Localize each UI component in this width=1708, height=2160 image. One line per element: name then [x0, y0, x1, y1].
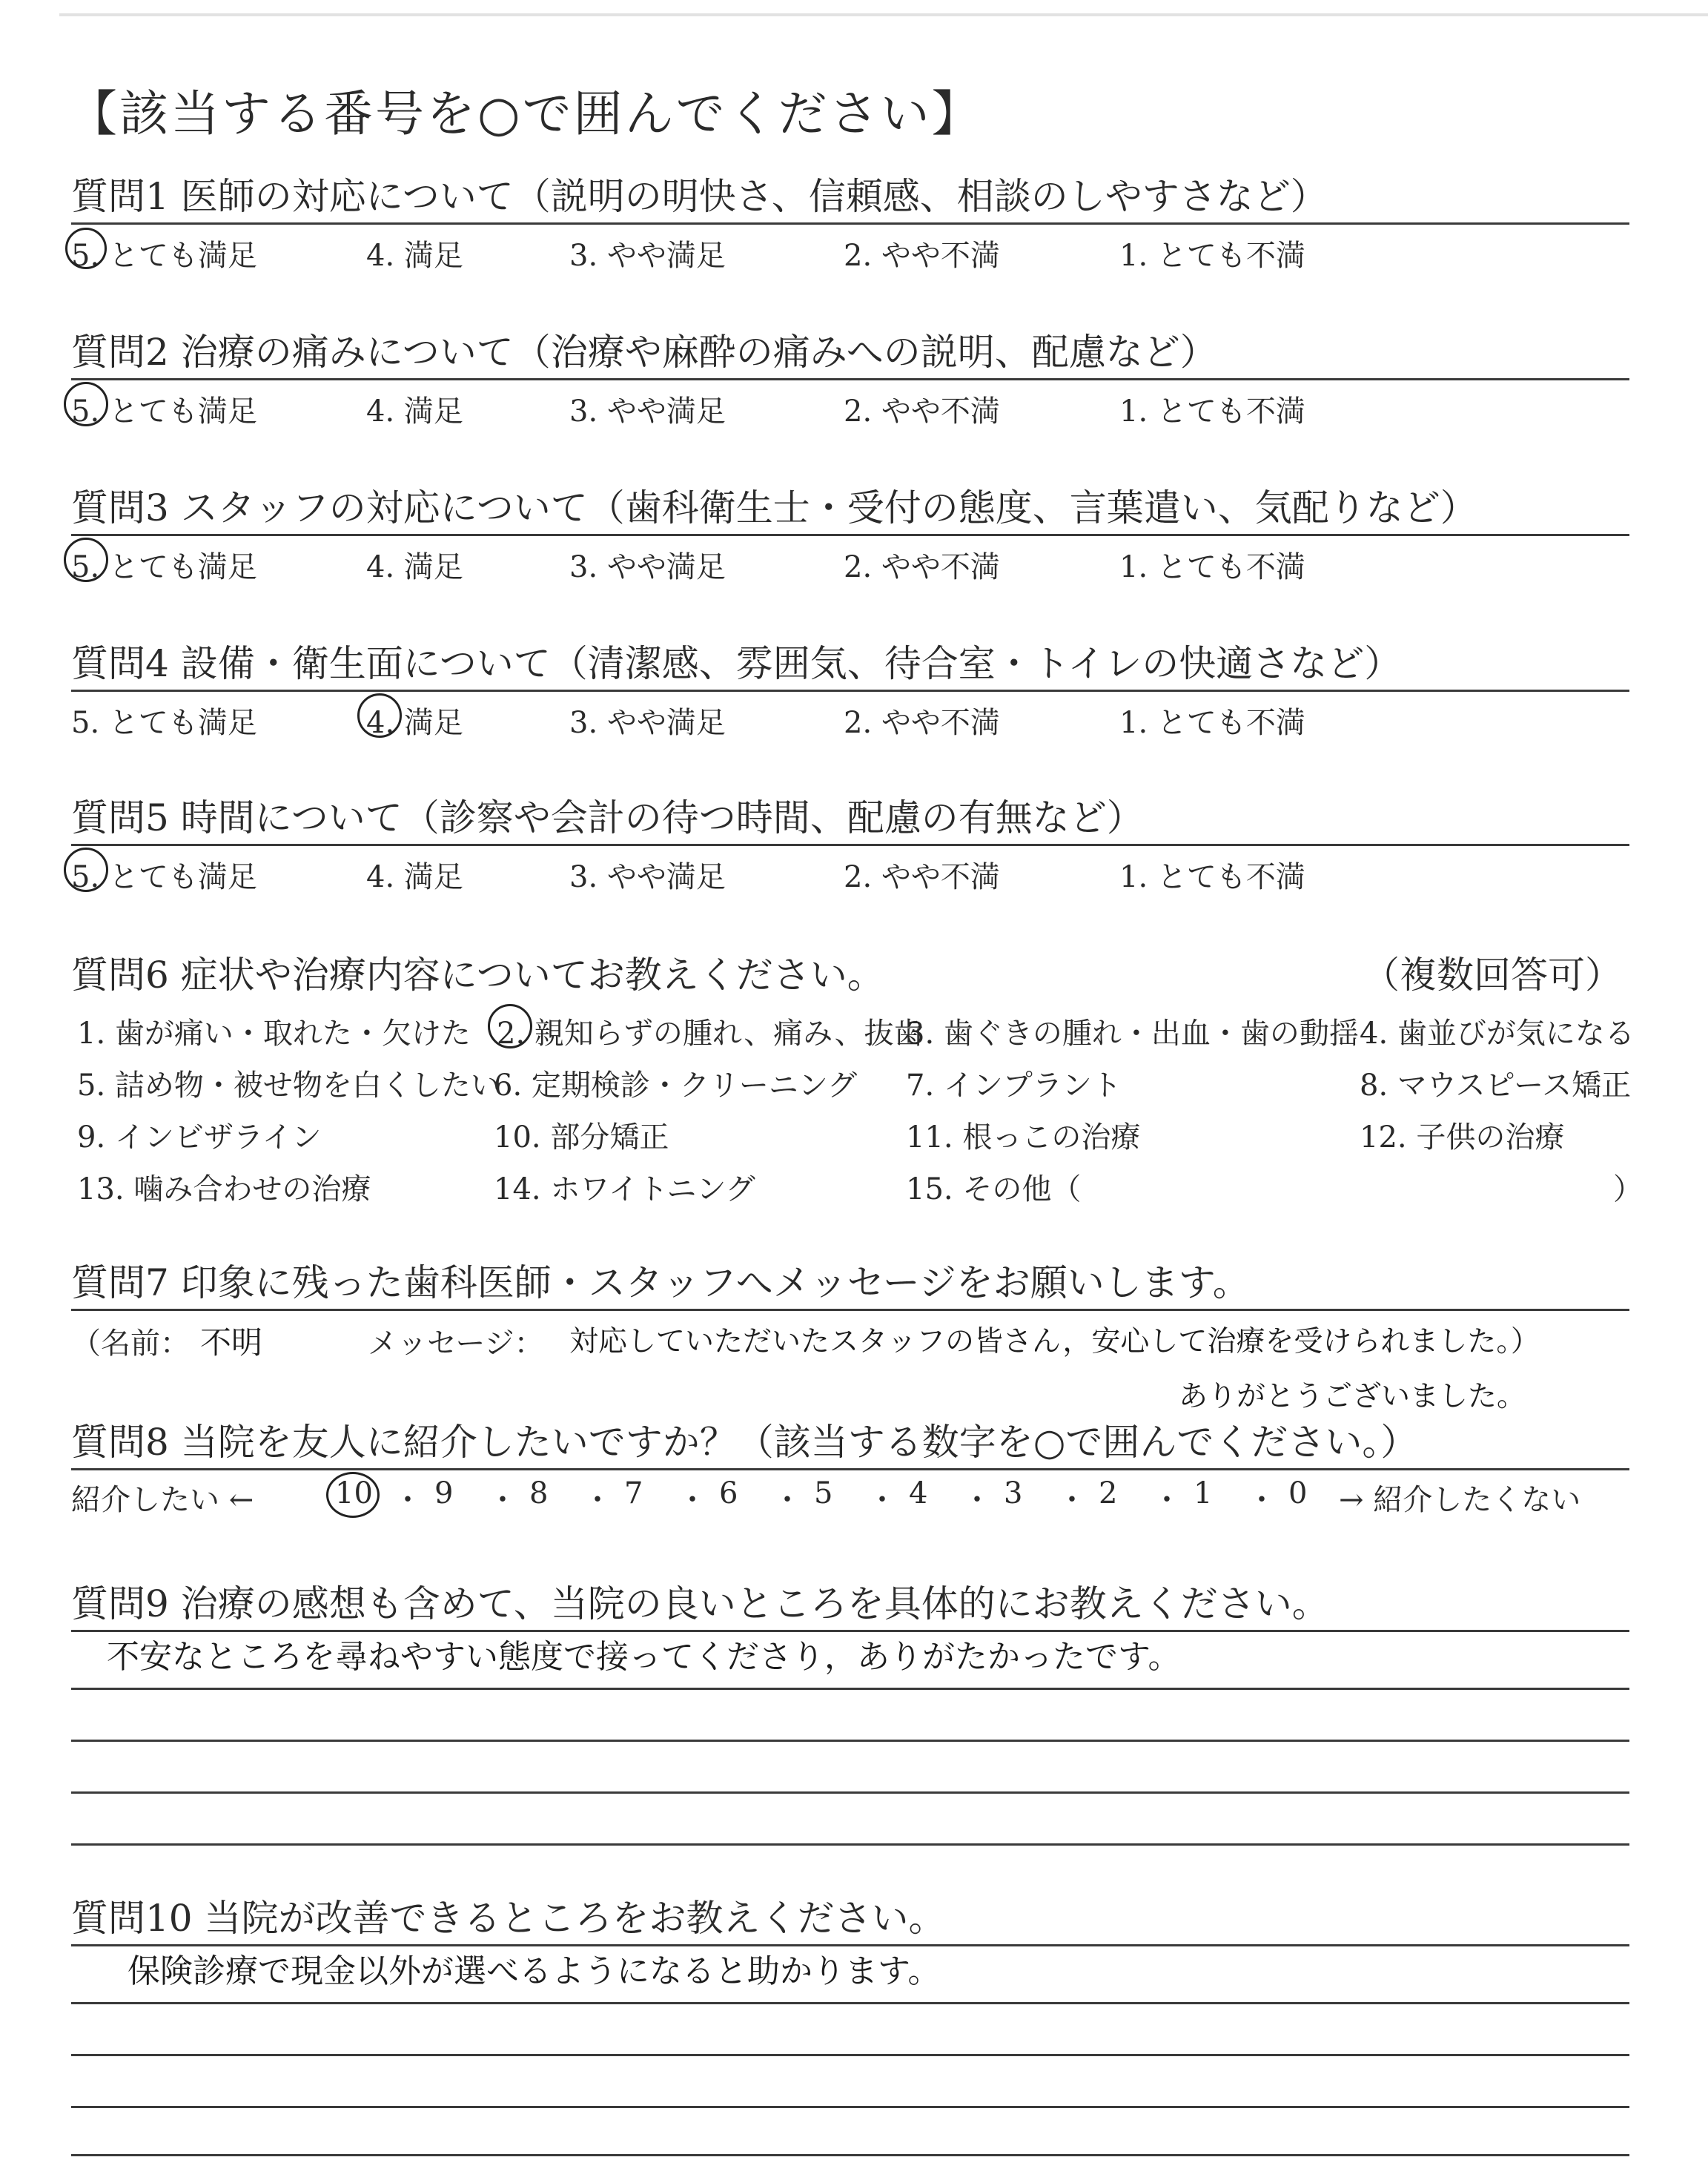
selection-circle	[64, 848, 108, 892]
symptom-2[interactable]: 2. 親知らずの腫れ、痛み、抜歯	[497, 1017, 924, 1051]
option-5[interactable]: 5. とても満足	[71, 706, 257, 740]
scale-4[interactable]: 4	[909, 1476, 928, 1510]
question-4-title: 質問4 設備・衛生面について（清潔感、雰囲気、待合室・トイレの快適さなど）	[71, 638, 1629, 692]
question-5-options	[71, 846, 1629, 898]
symptom-9[interactable]: 9. インビザライン	[77, 1120, 322, 1155]
scale-left-label: 紹介したい ←	[71, 1483, 254, 1517]
question-3-title: 質問3 スタッフの対応について（歯科衛生士・受付の態度、言葉遣い、気配りなど）	[71, 482, 1629, 536]
scale-right-label: → 紹介したくない	[1339, 1483, 1581, 1517]
scale-dot: ・	[1057, 1483, 1087, 1517]
question-7	[71, 1257, 1629, 1422]
question-7-title: 質問7 印象に残った歯科医師・スタッフへメッセージをお願いします。	[71, 1257, 1629, 1311]
symptom-11[interactable]: 11. 根っこの治療	[906, 1120, 1141, 1155]
option-4[interactable]: 4. 満足	[366, 394, 463, 429]
scale-dot: ・	[962, 1483, 992, 1517]
improvement-answer[interactable]: 保険診療で現金以外が選べるようになると助かります。	[128, 1952, 941, 1990]
question-10	[71, 1892, 1629, 1998]
answer-line	[71, 1843, 1629, 1846]
option-1[interactable]: 1. とても不満	[1119, 550, 1305, 584]
selection-circle	[64, 538, 108, 582]
message-label: メッセージ：	[368, 1327, 544, 1361]
option-3[interactable]: 3. やや満足	[569, 860, 726, 894]
scale-10[interactable]: 10	[335, 1476, 373, 1510]
question-6-title	[71, 949, 1629, 1001]
option-3[interactable]: 3. やや満足	[569, 394, 726, 429]
name-label: （名前：	[71, 1327, 190, 1361]
scale-8[interactable]: 8	[529, 1476, 549, 1510]
question-5-title: 質問5 時間について（診察や会計の待つ時間、配慮の有無など）	[71, 792, 1629, 846]
scale-2[interactable]: 2	[1099, 1476, 1118, 1510]
option-2[interactable]: 2. やや不満	[844, 394, 1000, 429]
scale-dot: ・	[1152, 1483, 1182, 1517]
question-4	[71, 638, 1629, 744]
option-3[interactable]: 3. やや満足	[569, 239, 726, 273]
scale-0[interactable]: 0	[1288, 1476, 1308, 1510]
question-9	[71, 1578, 1629, 1684]
scale-3[interactable]: 3	[1004, 1476, 1023, 1510]
option-2[interactable]: 2. やや不満	[844, 706, 1000, 740]
option-4[interactable]: 4. 満足	[366, 239, 463, 273]
question-3	[71, 482, 1629, 588]
scale-9[interactable]: 9	[434, 1476, 454, 1510]
scale-dot: ・	[867, 1483, 897, 1517]
question-2-options	[71, 380, 1629, 432]
good-points-answer[interactable]: 不安なところを尋ねやすい態度で接ってくださり，ありがたかったです。	[107, 1638, 1181, 1676]
symptom-grid	[71, 1001, 1643, 1223]
symptom-5[interactable]: 5. 詰め物・被せ物を白くしたい	[77, 1069, 500, 1103]
question-1-title: 質問1 医師の対応について（説明の明快さ、信頼感、相談のしやすさなど）	[71, 171, 1629, 225]
option-4[interactable]: 4. 満足	[366, 860, 463, 894]
question-1	[71, 171, 1629, 277]
answer-line	[71, 1740, 1629, 1742]
option-5[interactable]: 5. とても満足	[71, 239, 257, 273]
recommend-scale	[71, 1470, 1629, 1522]
option-5[interactable]: 5. とても満足	[71, 550, 257, 584]
option-5[interactable]: 5. とても満足	[71, 394, 257, 429]
symptom-8[interactable]: 8. マウスピース矯正	[1360, 1069, 1632, 1103]
scale-dot: ・	[772, 1483, 802, 1517]
message-area	[71, 1311, 1629, 1422]
form-header: 【該当する番号を○で囲んでください】	[68, 85, 983, 142]
symptom-7[interactable]: 7. インプラント	[906, 1069, 1122, 1103]
option-3[interactable]: 3. やや満足	[569, 550, 726, 584]
symptom-4[interactable]: 4. 歯並びが気になる	[1360, 1017, 1635, 1051]
message-line-2[interactable]: ありがとうございました。	[1179, 1380, 1526, 1413]
option-1[interactable]: 1. とても不満	[1119, 706, 1305, 740]
answer-line	[71, 2154, 1629, 2156]
option-1[interactable]: 1. とても不満	[1119, 239, 1305, 273]
option-2[interactable]: 2. やや不満	[844, 860, 1000, 894]
option-2[interactable]: 2. やや不満	[844, 239, 1000, 273]
scale-dot: ・	[393, 1483, 423, 1517]
scale-dot: ・	[583, 1483, 612, 1517]
scale-dot: ・	[488, 1483, 517, 1517]
selection-circle	[65, 228, 107, 269]
symptom-6[interactable]: 6. 定期検診・クリーニング	[494, 1069, 858, 1103]
question-1-options	[71, 225, 1629, 277]
symptom-12[interactable]: 12. 子供の治療	[1360, 1120, 1565, 1155]
option-5[interactable]: 5. とても満足	[71, 860, 257, 894]
option-1[interactable]: 1. とても不満	[1119, 860, 1305, 894]
option-3[interactable]: 3. やや満足	[569, 706, 726, 740]
selection-circle	[357, 693, 402, 738]
option-4[interactable]: 4. 満足	[366, 706, 463, 740]
scale-dot: ・	[678, 1483, 707, 1517]
symptom-3[interactable]: 3. 歯ぐきの腫れ・出血・歯の動揺	[906, 1017, 1359, 1051]
name-value[interactable]: 不明	[200, 1324, 263, 1361]
answer-line	[71, 2106, 1629, 2108]
answer-line	[71, 1791, 1629, 1794]
option-4[interactable]: 4. 満足	[366, 550, 463, 584]
multiple-answers-note: （複数回答可）	[1363, 954, 1622, 997]
option-1[interactable]: 1. とても不満	[1119, 394, 1305, 429]
question-3-options	[71, 536, 1629, 588]
scale-5[interactable]: 5	[814, 1476, 833, 1510]
question-4-options	[71, 692, 1629, 744]
other-close-paren: ）	[1613, 1172, 1643, 1206]
question-5	[71, 792, 1629, 898]
scan-edge	[59, 13, 1708, 16]
symptom-10[interactable]: 10. 部分矯正	[494, 1120, 669, 1155]
question-10-title: 質問10 当院が改善できるところをお教えください。	[71, 1892, 1629, 1946]
scale-7[interactable]: 7	[624, 1476, 643, 1510]
question-6	[71, 949, 1643, 1223]
answer-line	[71, 2054, 1629, 2056]
message-line-1[interactable]: 対応していただいたスタッフの皆さん，安心して治療を受けられました。）	[569, 1325, 1540, 1358]
symptom-15[interactable]: 15. その他（	[906, 1172, 1082, 1206]
question-8-title: 質問8 当院を友人に紹介したいですか？（該当する数字を○で囲んでください。）	[71, 1416, 1629, 1470]
question-8	[71, 1416, 1629, 1522]
symptom-13[interactable]: 13. 噛み合わせの治療	[77, 1172, 371, 1206]
option-2[interactable]: 2. やや不満	[844, 550, 1000, 584]
answer-line	[71, 1688, 1629, 1690]
scale-6[interactable]: 6	[719, 1476, 738, 1510]
question-9-title: 質問9 治療の感想も含めて、当院の良いところを具体的にお教えください。	[71, 1578, 1629, 1632]
symptom-1[interactable]: 1. 歯が痛い・取れた・欠けた	[77, 1017, 471, 1051]
answer-line	[71, 2002, 1629, 2004]
question-2	[71, 326, 1629, 432]
question-6-label: 質問6 症状や治療内容についてお教えください。	[71, 954, 884, 997]
selection-circle	[488, 1004, 532, 1048]
scale-1[interactable]: 1	[1194, 1476, 1213, 1510]
selection-circle	[326, 1472, 380, 1518]
question-2-title: 質問2 治療の痛みについて（治療や麻酔の痛みへの説明、配慮など）	[71, 326, 1629, 380]
symptom-14[interactable]: 14. ホワイトニング	[494, 1172, 755, 1206]
selection-circle	[64, 382, 108, 426]
scale-dot: ・	[1247, 1483, 1277, 1517]
